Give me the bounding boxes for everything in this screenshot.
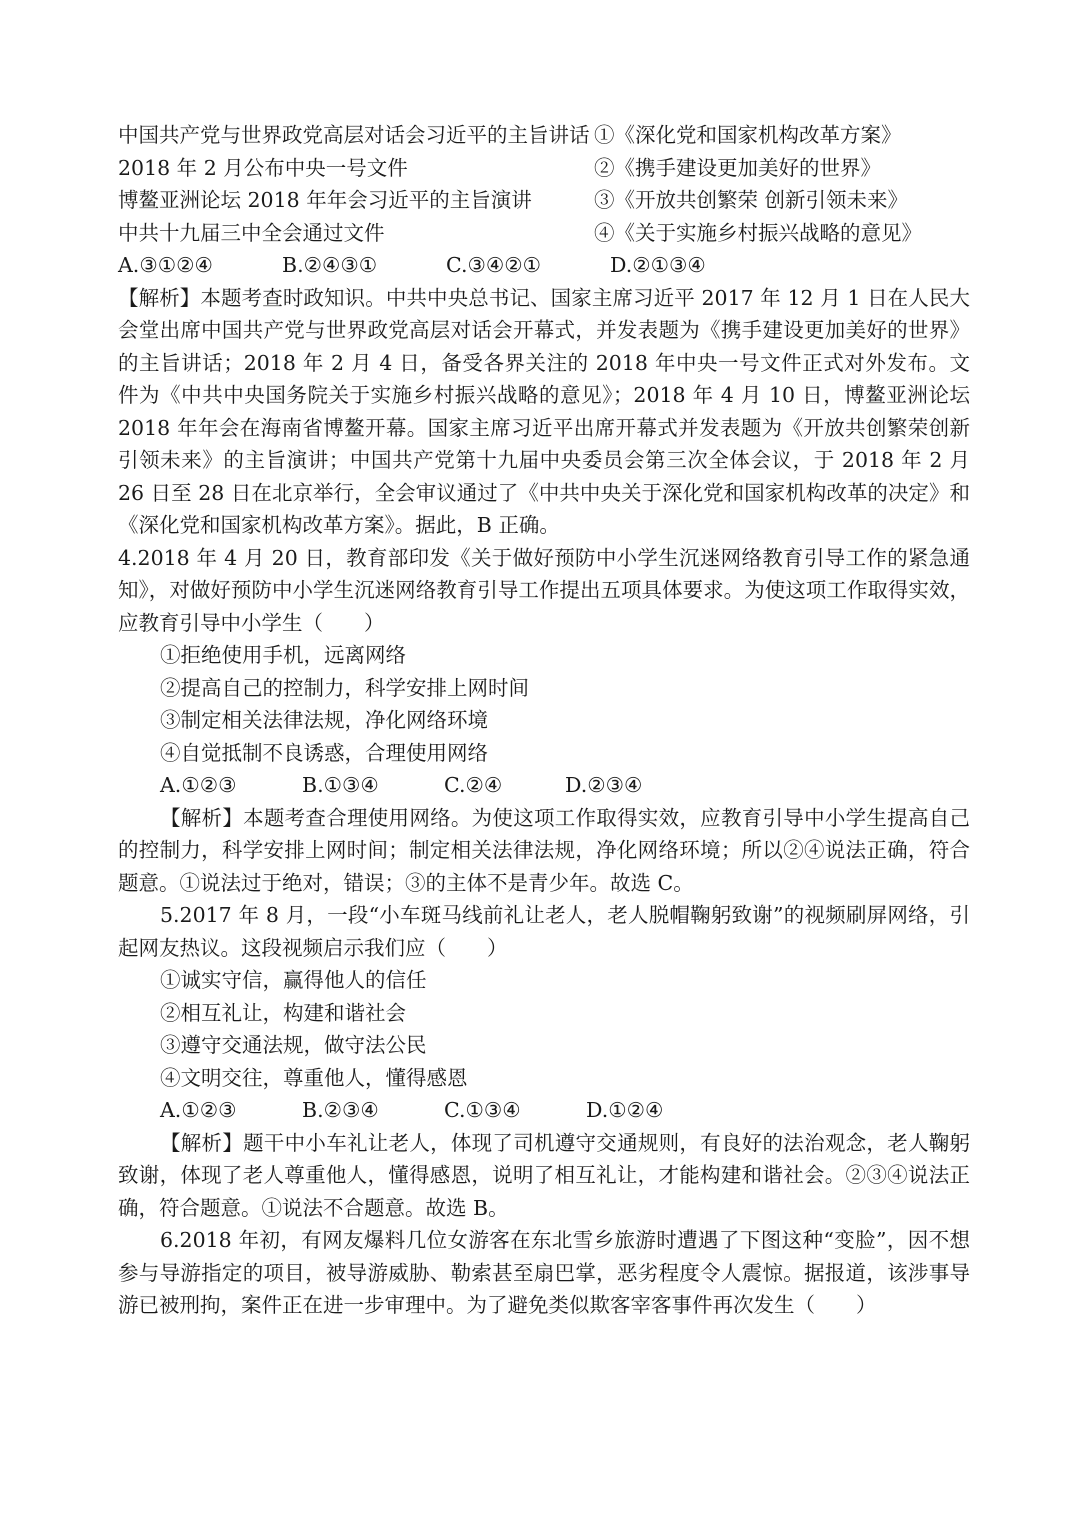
match-right: ④《关于实施乡村振兴战略的意见》	[594, 220, 922, 245]
document-page	[118, 119, 970, 1322]
q5-stem: 5.2017 年 8 月，一段“小车斑马线前礼让老人，老人脱帽鞠躬致谢”的视频刷屏网络，引起网友热议。这段视频启示我们应（ ）	[118, 903, 970, 960]
match-row	[118, 217, 970, 250]
q3-matching	[118, 119, 970, 542]
q3-analysis: 【解析】本题考查时政知识。中共中央总书记、国家主席习近平 2017 年 12 月 1 日在人民大会堂出席中国共产党与世界政党高层对话会开幕式，并发表题为《携手建设更加美好的世界》的主旨讲话；2018 年 2 月 4 日，备受各界关注的 2018 年中央一号文件正式对外发布。文件为《中共中央国务院关于实施乡村振兴战略的意见》；2018 年 4 月 10 日，博鳌亚洲论坛 2018 年年会在海南省博鳌开幕。国家主席习近平出席开幕式并发表题为《开放共创繁荣创新引领未来》的主旨演讲；中国共产党第十九届中央委员会第三次全体会议，于 2018 年 2 月 26 日至 28 日在北京举行，全会审议通过了《中共中央关于深化党和国家机构改革的决定》和《深化党和国家机构改革方案》。据此，B 正确。	[118, 285, 970, 537]
match-right: ②《携手建设更加美好的世界》	[594, 155, 881, 180]
choice-c: C.①③④	[444, 1098, 521, 1122]
match-right: ③《开放共创繁荣 创新引领未来》	[594, 188, 909, 212]
q5-option: ①诚实守信，赢得他人的信任	[160, 968, 427, 992]
q6	[118, 1224, 970, 1322]
choice-a: A.①②③	[160, 773, 237, 797]
match-left: 博鳌亚洲论坛 2018 年年会习近平的主旨演讲	[118, 188, 532, 212]
q4-option: ④自觉抵制不良诱惑，合理使用网络	[160, 740, 488, 765]
choice-b: B.②③④	[302, 1098, 379, 1122]
q4-stem: 4.2018 年 4 月 20 日，教育部印发《关于做好预防中小学生沉迷网络教育引导工作的紧急通知》，对做好预防中小学生沉迷网络教育引导工作提出五项具体要求。为使这项工作取得实效，应教育引导中小学生（ ）	[118, 545, 970, 635]
choice-a: A.①②③	[160, 1098, 237, 1122]
choice-d: D.②③④	[565, 773, 643, 797]
match-left: 中国共产党与世界政党高层对话会习近平的主旨讲话	[118, 123, 590, 147]
match-row	[118, 152, 970, 185]
q6-stem: 6.2018 年初，有网友爆料几位女游客在东北雪乡旅游时遭遇了下图这种“变脸”，因不想参与导游指定的项目，被导游威胁、勒索甚至扇巴掌，恶劣程度令人震惊。据报道，该涉事导游已被刑拘，案件正在进一步审理中。为了避免类似欺客宰客事件再次发生（ ）	[118, 1228, 970, 1317]
q5-option: ③遵守交通法规，做守法公民	[160, 1033, 427, 1057]
q4-option: ①拒绝使用手机，远离网络	[160, 643, 406, 667]
q5	[118, 899, 970, 1224]
q4-option: ③制定相关法律法规，净化网络环境	[160, 708, 488, 732]
match-left: 中共十九届三中全会通过文件	[118, 220, 385, 245]
choice-b: B.①③④	[302, 773, 379, 797]
q5-choices	[118, 1094, 970, 1127]
q4-option: ②提高自己的控制力，科学安排上网时间	[160, 675, 529, 700]
match-row	[118, 119, 970, 152]
q5-option: ②相互礼让，构建和谐社会	[160, 1000, 406, 1025]
choice-b: B.②④③①	[282, 253, 378, 277]
q4-analysis: 【解析】本题考查合理使用网络。为使这项工作取得实效，应教育引导中小学生提高自己的控制力，科学安排上网时间；制定相关法律法规，净化网络环境；所以②④说法正确，符合题意。①说法过于绝对，错误；③的主体不是青少年。故选 C。	[118, 805, 970, 895]
q5-option: ④文明交往，尊重他人，懂得感恩	[160, 1065, 468, 1090]
choice-d: D.②①③④	[610, 253, 706, 277]
match-row	[118, 184, 970, 217]
q3-choices	[118, 249, 970, 282]
match-left: 2018 年 2 月公布中央一号文件	[118, 155, 408, 180]
match-right: ①《深化党和国家机构改革方案》	[594, 123, 902, 147]
choice-a: A.③①②④	[118, 253, 213, 277]
q4-choices	[118, 769, 970, 802]
choice-c: C.③④②①	[446, 253, 541, 277]
choice-c: C.②④	[444, 773, 503, 797]
q4	[118, 542, 970, 900]
q5-analysis: 【解析】题干中小车礼让老人，体现了司机遵守交通规则，有良好的法治观念，老人鞠躬致谢，体现了老人尊重他人，懂得感恩，说明了相互礼让，才能构建和谐社会。②③④说法正确，符合题意。①说法不合题意。故选 B。	[118, 1130, 970, 1220]
choice-d: D.①②④	[586, 1098, 664, 1122]
